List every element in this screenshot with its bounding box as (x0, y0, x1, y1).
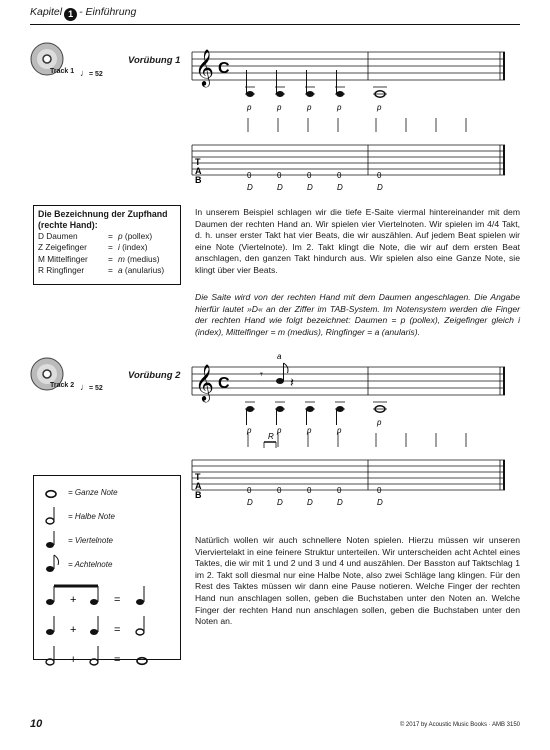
finger-row: R Ringfinger = a (anularius) (38, 265, 165, 276)
eighth-note-icon (42, 554, 68, 574)
half-note-icon (42, 506, 68, 526)
half-pair-sum (46, 646, 147, 666)
plus-sign: + (70, 624, 77, 636)
tempo-marking: ♩= 52 (80, 382, 103, 392)
tab-letter: D (247, 183, 253, 192)
plus-sign: + (70, 654, 77, 666)
paragraph-intro: In unserem Beispiel schlagen wir die tiefe E-Saite viermal hintereinander mit dem Daumen der rechten Hand an. Wir spielen vier Viertelnoten. Wir spielen im 4/4 Takt, d. h. unser erster Takt hat vier Beats, die wir auszählen. Auf jedem Beat spielen wir eine Note (Viertelnote). Im 2. Takt klingt die Note, die wir auf dem ersten Beat anschlagen, den ganzen Takt hindurch aus. Wir spielen also eine Ganze Note, sie klingt über vier Beats. (195, 207, 520, 275)
tab-letter: D (377, 183, 383, 192)
finger-row: Z Zeigefinger = i (index) (38, 242, 148, 253)
finger-letter: p (307, 103, 312, 112)
page-number: 10 (30, 718, 43, 730)
tab-a: A (195, 166, 202, 176)
finger-rows (38, 231, 176, 277)
cd-icon (30, 357, 70, 397)
finger-letter: p (337, 103, 342, 112)
tab-letter: D (277, 498, 283, 507)
quarter-note-icon: ♩ (80, 382, 89, 392)
chapter-number-badge: 1 (64, 8, 77, 21)
track-label: Track 1 (50, 68, 75, 75)
tab-a: A (195, 481, 202, 491)
common-time-icon: C (218, 375, 230, 392)
whole-note-icon (42, 482, 68, 502)
tab-fret: 0 (247, 171, 252, 180)
finger-letter: p (307, 426, 312, 435)
eighth-pair-sum (46, 586, 144, 606)
whole-note-measure-2 (373, 402, 387, 507)
quarter-rest-icon: 𝄽 (290, 375, 294, 390)
eighth-rest-icon: 𝄾 (260, 369, 263, 381)
copyright: © 2017 by Acoustic Music Books · AMB 3150 (399, 722, 520, 728)
tab-fret: 0 (377, 171, 382, 180)
tab-fret: 0 (307, 486, 312, 495)
tab-fret: 0 (337, 486, 342, 495)
finger-letter: p (247, 103, 252, 112)
equals-sign: = (114, 654, 121, 666)
bass-notes (245, 402, 345, 507)
tab-b: B (195, 175, 202, 185)
tab-fret: 0 (247, 486, 252, 495)
quarter-note-icon: ♩ (80, 68, 89, 78)
treble-clef-icon: 𝄞 (195, 49, 214, 85)
notation-exercise-1 (180, 40, 520, 200)
box-subtitle: (rechte Hand): (38, 220, 98, 230)
finger-letter: p (337, 426, 342, 435)
notes-measure-1 (245, 70, 345, 192)
treble-clef-icon: 𝄞 (195, 364, 214, 400)
upper-eighth-note (276, 352, 288, 384)
tab-letter: D (307, 183, 313, 192)
tab-letter: D (307, 498, 313, 507)
finger-row: D Daumen = p (pollex) (38, 231, 153, 241)
finger-letter: p (247, 426, 252, 435)
note-values-box (33, 475, 181, 666)
tab-fret: 0 (277, 171, 282, 180)
tab-fret: 0 (307, 171, 312, 180)
tab-letter: D (377, 498, 383, 507)
note-row-quarter: = Viertelnote (42, 528, 172, 552)
tab-letter: D (247, 498, 253, 507)
tab-letter: D (277, 183, 283, 192)
tab-letter: D (337, 498, 343, 507)
box-title: Die Bezeichnung der Zupfhand (38, 209, 168, 219)
finger-letter: p (377, 103, 382, 112)
note-row-half: = Halbe Note (42, 504, 172, 528)
plus-sign: + (70, 594, 77, 606)
tab-fret: 0 (377, 486, 382, 495)
cd-icon (30, 42, 70, 82)
finger-row: M Mittelfinger = m (medius) (38, 253, 160, 264)
tab-b: B (195, 490, 202, 500)
chapter-title: - Einführung (79, 6, 137, 18)
track-label: Track 2 (50, 382, 75, 389)
exercise-label: Vorübung 2 (128, 370, 181, 381)
finger-letter: p (277, 103, 282, 112)
note-row-whole: = Ganze Note (42, 480, 172, 504)
chapter-word: Kapitel (30, 6, 63, 18)
finger-top: a (277, 352, 282, 361)
header-rule (30, 24, 520, 25)
tempo-marking: ♩= 52 (80, 68, 103, 78)
tab-fret: 0 (337, 171, 342, 180)
exercise-label: Vorübung 1 (128, 55, 181, 66)
finger-names-box (33, 205, 181, 285)
note-sums (42, 582, 172, 672)
common-time-icon: C (218, 60, 230, 77)
chapter-header (30, 6, 136, 21)
tab-t: T (195, 157, 201, 167)
finger-letter: p (277, 426, 282, 435)
notation-exercise-2 (180, 345, 520, 515)
tab-t: T (195, 472, 201, 482)
paragraph-eighths: Natürlich wollen wir auch schnellere Noten spielen. Hierzu müssen wir unseren Vierviertelakt in eine feinere Struktur unterteilen. Wir unterscheiden acht Achtel eines Taktes, die wir mit 1 und 2 und 3 und 4 und auszählen. Der Basston auf Taktschlag 1 im 2. Takt soll diesmal nur eine Halbe Note, also zwei Schläge lang klingen. Für den Rest des Taktes müssen wir dann eine Pause notieren. Welche Finger der rechten Hand nun anschlagen sollen, geben die Buchstaben unter den Noten an. Welche Finger der rechten Hand nun anschlagen sollen, geben die Buchstaben unter den Noten an. (195, 535, 520, 627)
note-row-eighth: = Achtelnote (42, 552, 172, 576)
paragraph-thumb: Die Saite wird von der rechten Hand mit dem Daumen angeschlagen. Die Angabe hierfür lautet »D« an der Ziffer im TAB-System. Im Notensystem werden die Finger der rechten Hand wie folgt bezeichnet: Daumen = p (pollex), Zeigefinger gleich i (index), Mittelfinger = m (medius), Ringfinger = a (anularis). (195, 292, 520, 337)
rep-letter: R (268, 432, 274, 441)
quarter-pair-sum (46, 616, 144, 636)
tab-letter: D (337, 183, 343, 192)
whole-note-measure-2 (373, 87, 387, 192)
tab-fret: 0 (277, 486, 282, 495)
equals-sign: = (114, 624, 121, 636)
finger-letter: p (377, 418, 382, 427)
equals-sign: = (114, 594, 121, 606)
quarter-note-icon (42, 530, 68, 550)
